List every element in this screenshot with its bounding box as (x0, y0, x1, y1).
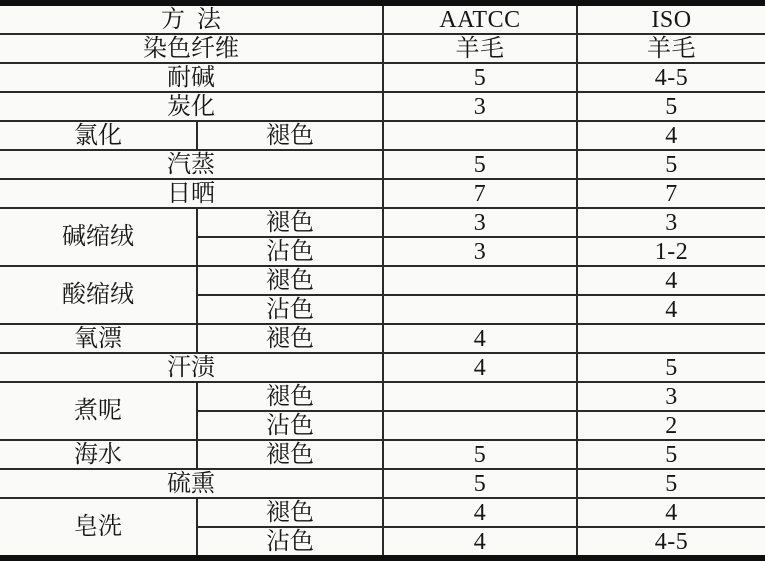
aatcc-value-cell (383, 121, 577, 150)
aatcc-value-cell: 4 (383, 324, 577, 353)
subtype-cell: 褪色 (197, 498, 383, 527)
iso-column-header: ISO (577, 3, 765, 34)
method-header-cell: 方 法 (0, 3, 383, 34)
subtype-cell: 褪色 (197, 382, 383, 411)
table-row (0, 440, 765, 469)
category-cell: 酸缩绒 (0, 266, 197, 324)
aatcc-value-cell: 4 (383, 353, 577, 382)
iso-value-cell: 7 (577, 179, 765, 208)
aatcc-value-cell: 羊毛 (383, 34, 577, 63)
table-row (0, 266, 765, 295)
method-cell: 耐碱 (0, 63, 383, 92)
aatcc-value-cell: 3 (383, 92, 577, 121)
category-cell: 氯化 (0, 121, 197, 150)
subtype-cell: 褪色 (197, 324, 383, 353)
subtype-cell: 沾色 (197, 295, 383, 324)
category-cell: 碱缩绒 (0, 208, 197, 266)
iso-value-cell: 5 (577, 150, 765, 179)
category-cell: 氧漂 (0, 324, 197, 353)
iso-value-cell: 4 (577, 295, 765, 324)
iso-value-cell: 5 (577, 440, 765, 469)
aatcc-value-cell: 5 (383, 63, 577, 92)
table-row (0, 208, 765, 237)
subtype-cell: 褪色 (197, 440, 383, 469)
table-row (0, 121, 765, 150)
iso-value-cell: 5 (577, 353, 765, 382)
table-row (0, 498, 765, 527)
subtype-cell: 沾色 (197, 237, 383, 266)
aatcc-value-cell: 3 (383, 208, 577, 237)
subtype-cell: 褪色 (197, 208, 383, 237)
table-row (0, 179, 765, 208)
iso-value-cell: 5 (577, 469, 765, 498)
iso-value-cell: 4 (577, 121, 765, 150)
subtype-cell: 沾色 (197, 411, 383, 440)
aatcc-value-cell (383, 411, 577, 440)
category-cell: 皂洗 (0, 498, 197, 558)
aatcc-value-cell: 5 (383, 150, 577, 179)
iso-value-cell: 2 (577, 411, 765, 440)
table-row (0, 353, 765, 382)
iso-value-cell (577, 324, 765, 353)
table-row (0, 34, 765, 63)
aatcc-value-cell: 4 (383, 498, 577, 527)
iso-value-cell: 5 (577, 92, 765, 121)
subtype-cell: 褪色 (197, 266, 383, 295)
iso-value-cell: 3 (577, 382, 765, 411)
table-row (0, 382, 765, 411)
aatcc-value-cell (383, 382, 577, 411)
table-row (0, 92, 765, 121)
iso-value-cell: 1-2 (577, 237, 765, 266)
category-cell: 海水 (0, 440, 197, 469)
aatcc-column-header: AATCC (383, 3, 577, 34)
aatcc-value-cell: 5 (383, 469, 577, 498)
iso-value-cell: 羊毛 (577, 34, 765, 63)
method-cell: 炭化 (0, 92, 383, 121)
fiber-label-cell: 染色纤维 (0, 34, 383, 63)
iso-value-cell: 3 (577, 208, 765, 237)
method-cell: 日晒 (0, 179, 383, 208)
table-row (0, 469, 765, 498)
iso-value-cell: 4-5 (577, 63, 765, 92)
method-cell: 硫熏 (0, 469, 383, 498)
table-row (0, 63, 765, 92)
table-row (0, 150, 765, 179)
aatcc-value-cell: 3 (383, 237, 577, 266)
aatcc-value-cell: 5 (383, 440, 577, 469)
aatcc-value-cell: 7 (383, 179, 577, 208)
subtype-cell: 沾色 (197, 527, 383, 558)
category-cell: 煮呢 (0, 382, 197, 440)
method-cell: 汗渍 (0, 353, 383, 382)
aatcc-value-cell: 4 (383, 527, 577, 558)
iso-value-cell: 4 (577, 266, 765, 295)
iso-value-cell: 4 (577, 498, 765, 527)
aatcc-value-cell (383, 295, 577, 324)
method-cell: 汽蒸 (0, 150, 383, 179)
table-row (0, 3, 765, 34)
iso-value-cell: 4-5 (577, 527, 765, 558)
aatcc-value-cell (383, 266, 577, 295)
table-row (0, 324, 765, 353)
subtype-cell: 褪色 (197, 121, 383, 150)
